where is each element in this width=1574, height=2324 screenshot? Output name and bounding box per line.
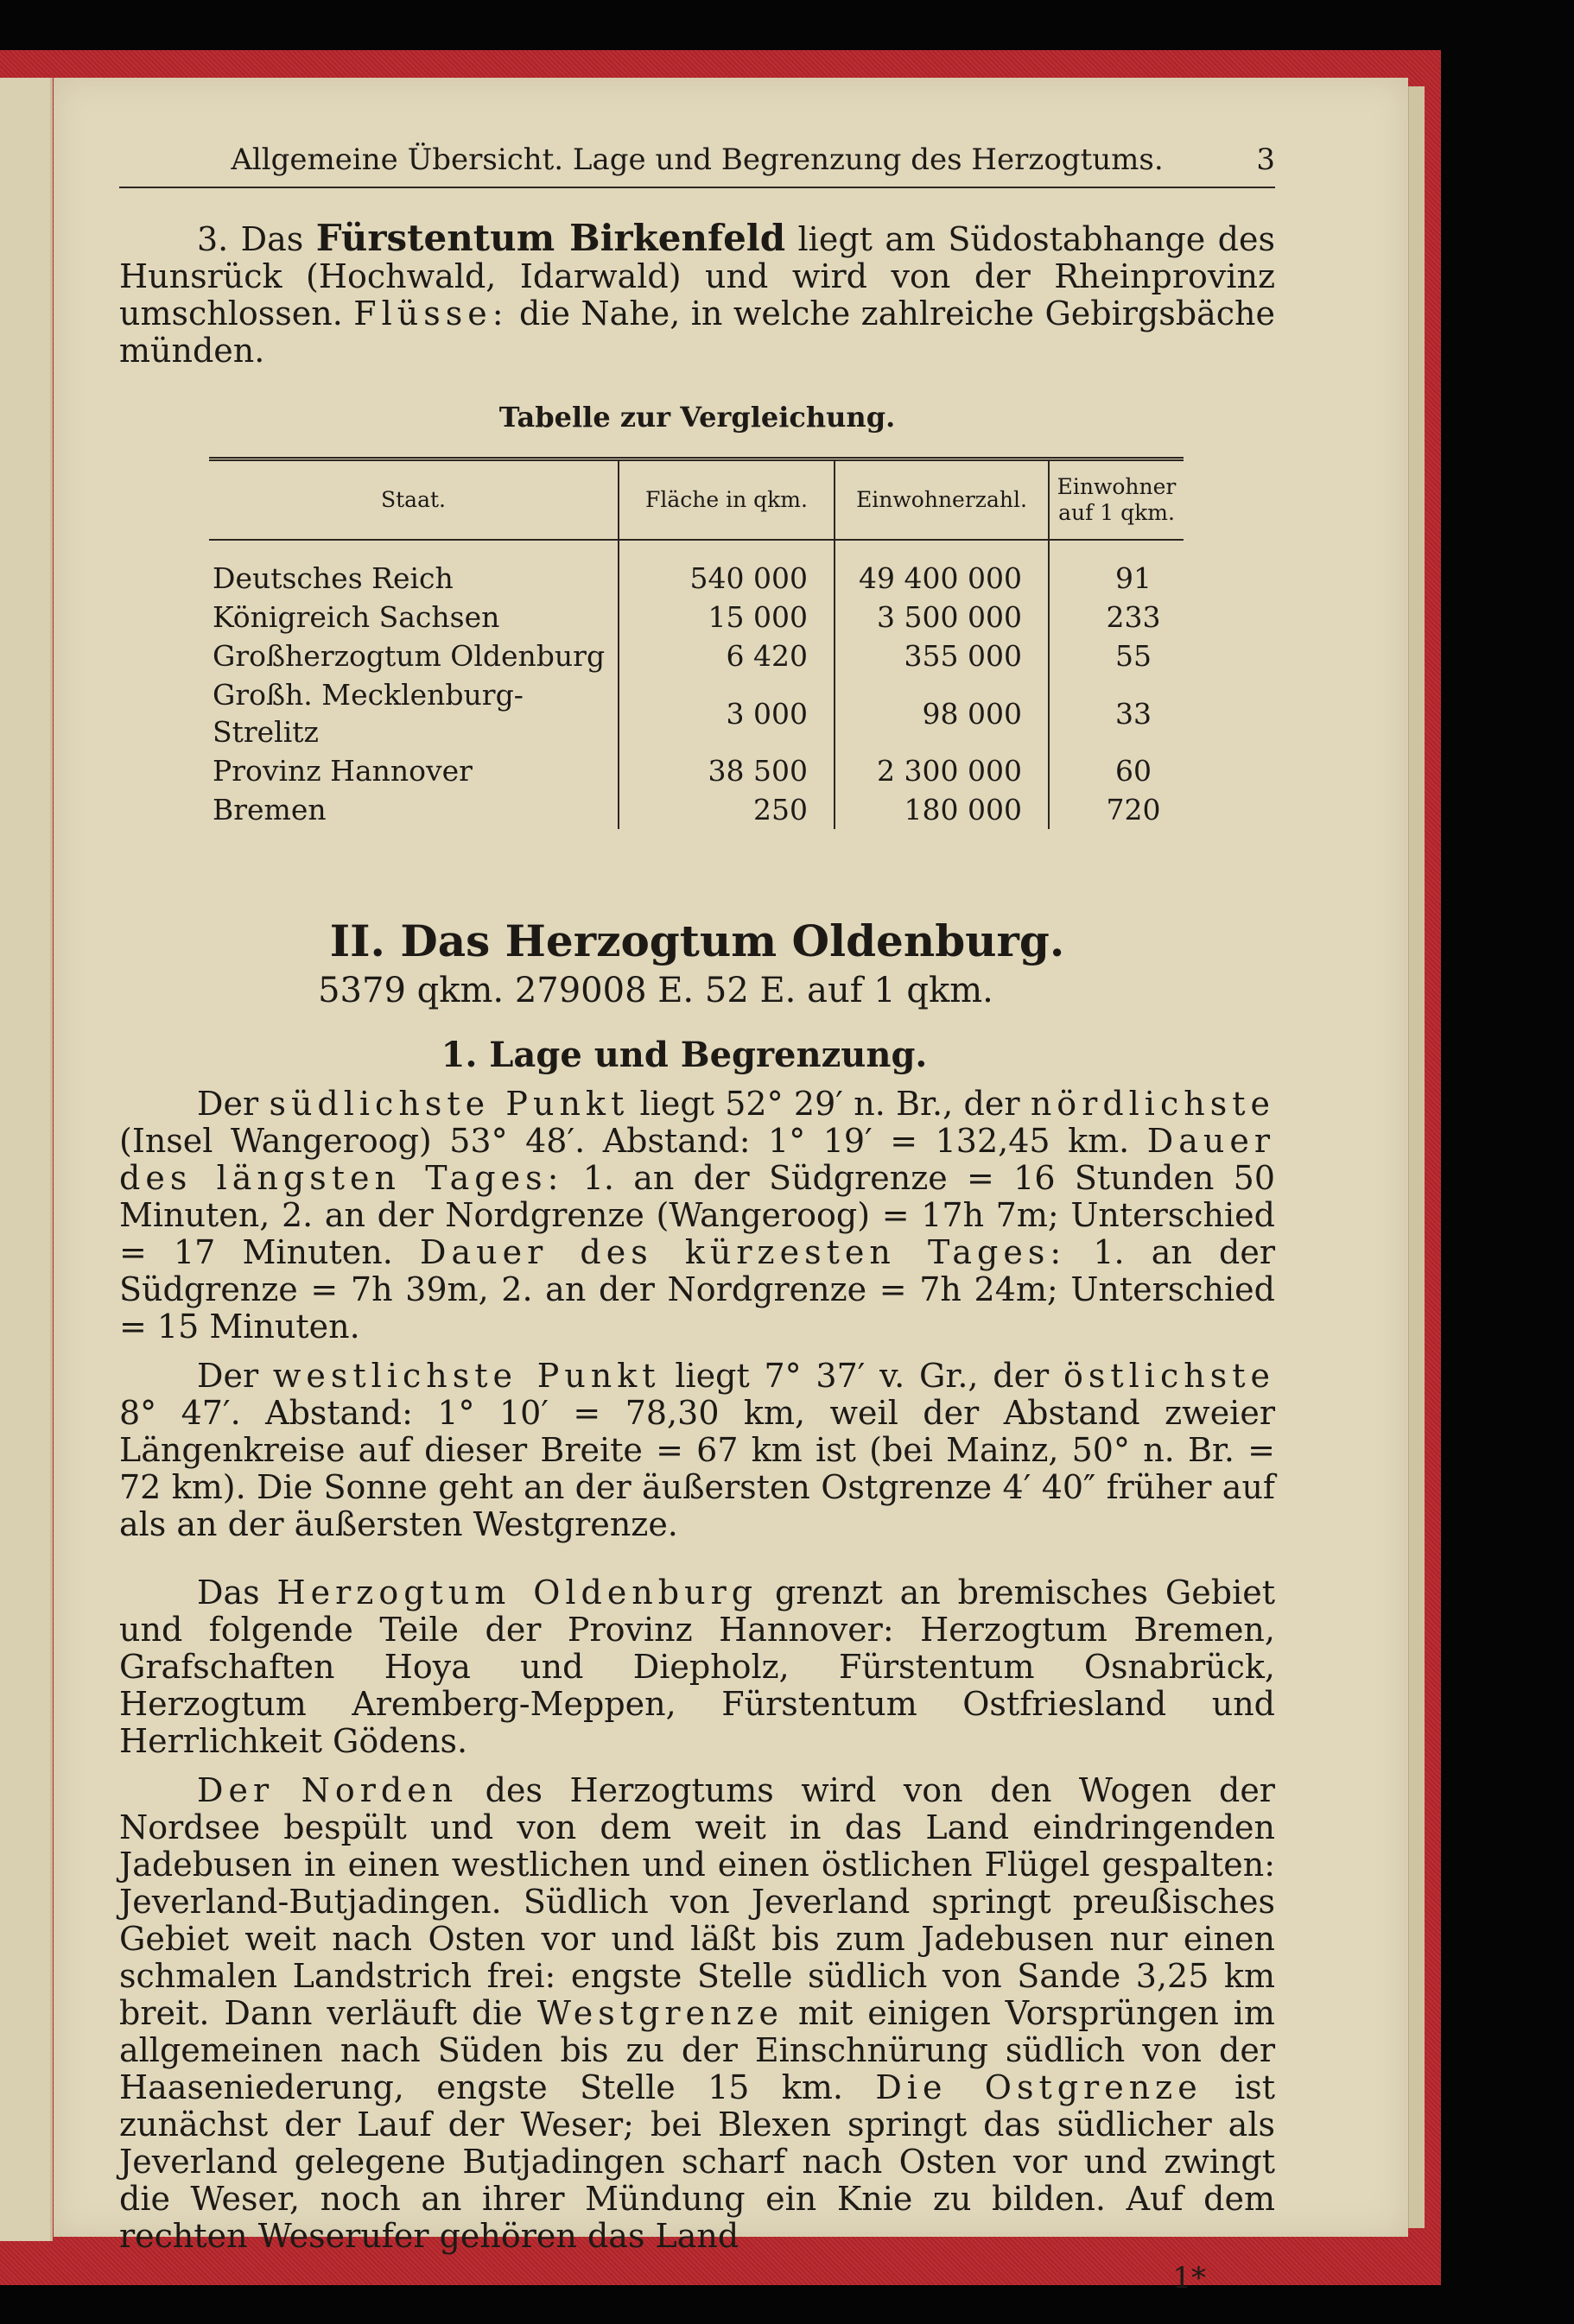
table-row [209,540,1184,598]
section-title: II. Das Herzogtum Oldenburg. [329,915,1065,966]
spaced-term: nördlichste [1030,1085,1275,1123]
cell-density: 60 [1115,754,1152,788]
cell-state: Provinz Hannover [209,751,619,790]
paragraph-borders [119,1574,1275,1760]
text-run: 1. an der Südgrenze = 7h 39m, 2. an der Nordgrenze = 7h 24m; Unterschied = 15 Minuten. [119,1233,1275,1346]
text-run: mit einigen Vorsprüngen im allgemeinen nach Süden bis zu der Einschnürung südlich von der Haaseniederung, engste Stelle 15 km. [119,1994,1275,2106]
text-run: 8° 47′. Abstand: 1° 10′ = 78,30 km, weil der Abstand zweier Längenkreise auf dieser Breite = 67 km ist (bei Mainz, 50° n. Br. = 72 km). Die Sonne geht an der äußersten Ostgrenze 4′ 40″ früher auf als an der äußersten Westgrenze. [119,1394,1275,1543]
rivers-text: die Nahe, in welche zahlreiche Gebirgsbäche münden. [119,294,1275,370]
spaced-term: Die Ostgrenze [875,2068,1203,2106]
cell-state: Königreich Sachsen [209,598,619,636]
intro-paragraph [119,219,1275,370]
table-header-row [209,459,1184,541]
cell-area: 250 [619,790,835,829]
text-run: (Insel Wangeroog) 53° 48′. Abstand: 1° 19′ = 132,45 km. [119,1122,1130,1160]
cell-population: 49 400 000 [835,540,1049,598]
rivers-label: Flüsse: [353,294,509,332]
text-run: liegt 52° 29′ n. Br., der [639,1085,1020,1123]
text-run: grenzt an bremisches Gebiet und folgende Teile der Provinz Hannover: Herzogtum Bremen, Grafschaften Hoya und Diepholz, Fürstentum Osnabrück, Herzogtum Aremberg-Meppen, Fürstentum Ostfriesland und Herrlichkeit Gödens. [119,1574,1275,1760]
header-area: Fläche in qkm. [619,459,835,541]
spaced-term: Der [197,1771,275,1809]
cell-population: 355 000 [835,636,1049,675]
cell-area: 3 000 [619,675,835,751]
cell-population: 2 300 000 [835,751,1049,790]
spaced-term: Dauer des kürzesten Tages: [420,1233,1067,1271]
left-page-edge [0,78,53,2241]
intro-text: liegt am Südostabhange des Hunsrück (Hochwald, Idarwald) und wird von der Rheinprovinz umschlossen. [119,220,1275,332]
text-run: des Herzogtums wird von den Wogen der Nordsee bespült und von dem weit in das Land eindringenden Jadebusen in einen westlichen und einen östlichen Flügel gespalten: Jeverland-Butjadingen. Südlich von Jeverland springt preußisches Gebiet weit nach Osten vor und läßt bis zum Jadebusen nur einen schmalen Landstrich frei: engste Stelle südlich von Sande 3,25 km breit. Dann verläuft die [119,1771,1275,2032]
text-run: liegt 7° 37′ v. Gr., der [675,1357,1050,1395]
spaced-term: südlichste Punkt [269,1085,630,1123]
cell-density: 233 [1106,600,1161,634]
cell-population: 98 000 [835,675,1049,751]
cell-state: Deutsches Reich [209,540,619,598]
spaced-term: Norden [301,1771,459,1809]
intro-number: 3. [197,220,229,258]
running-head-title: Allgemeine Übersicht. Lage und Begrenzung des Herzogtums. [231,142,1164,177]
header-population: Einwohnerzahl. [835,459,1049,541]
cell-density: 55 [1115,639,1152,673]
cell-area: 38 500 [619,751,835,790]
cell-state: Großh. Mecklenburg-Strelitz [209,675,619,751]
cell-area: 540 000 [619,540,835,598]
page-number: 3 [1256,142,1275,177]
table-row [209,598,1184,636]
table-title: Tabelle zur Vergleichung. [498,401,896,434]
paragraph-latitude [119,1086,1275,1346]
text-run: Der [197,1357,259,1395]
spaced-term: Westgrenze [536,1994,784,2032]
comparison-table [209,457,1184,829]
cell-area: 6 420 [619,636,835,675]
cell-population: 180 000 [835,790,1049,829]
spaced-term: westlichste Punkt [272,1357,661,1395]
header-density: Einwohner auf 1 qkm. [1049,459,1184,541]
section-subtitle: 5379 qkm. 279008 E. 52 E. auf 1 qkm. [318,971,993,1010]
text-run: ist zunächst der Lauf der Weser; bei Blexen springt das südlicher als Jeverland gelegene Butjadingen scharf nach Osten vor und zwingt die Weser, noch an ihrer Mündung ein Knie zu bilden. Auf dem rechten Weserufer gehören das Land [119,2068,1275,2255]
cell-density: 91 [1115,561,1152,595]
subsection-title: 1. Lage und Begrenzung. [441,1035,928,1075]
cell-area: 15 000 [619,598,835,636]
paragraph-north [119,1772,1275,2255]
intro-lead: Das [240,220,304,258]
table-row [209,636,1184,675]
cell-density: 33 [1115,696,1152,731]
table-row [209,790,1184,829]
paragraph-longitude [119,1358,1275,1543]
spaced-term: Dauer des längsten Tages: [119,1122,1275,1197]
table-row [209,751,1184,790]
table-row [209,675,1184,751]
signature-mark: 1* [1172,2261,1206,2296]
cell-state: Bremen [209,790,619,829]
cell-population: 3 500 000 [835,598,1049,636]
running-head [119,138,1275,188]
page-stack-edge [1408,86,1425,2228]
text-run: Das [197,1574,260,1612]
page-content [119,138,1275,2297]
cell-density: 720 [1106,793,1161,826]
text-run: 1. an der Südgrenze = 16 Stunden 50 Minuten, 2. an der Nordgrenze (Wangeroog) = 17h 7m; Unterschied = 17 Minuten. [119,1159,1275,1271]
cell-state: Großherzogtum Oldenburg [209,636,619,675]
spaced-term: östlichste [1063,1357,1275,1395]
intro-name: Fürstentum Birkenfeld [315,217,786,259]
header-state: Staat. [209,459,619,541]
text-run: Der [197,1085,259,1123]
spaced-term: Herzogtum Oldenburg [276,1574,758,1612]
